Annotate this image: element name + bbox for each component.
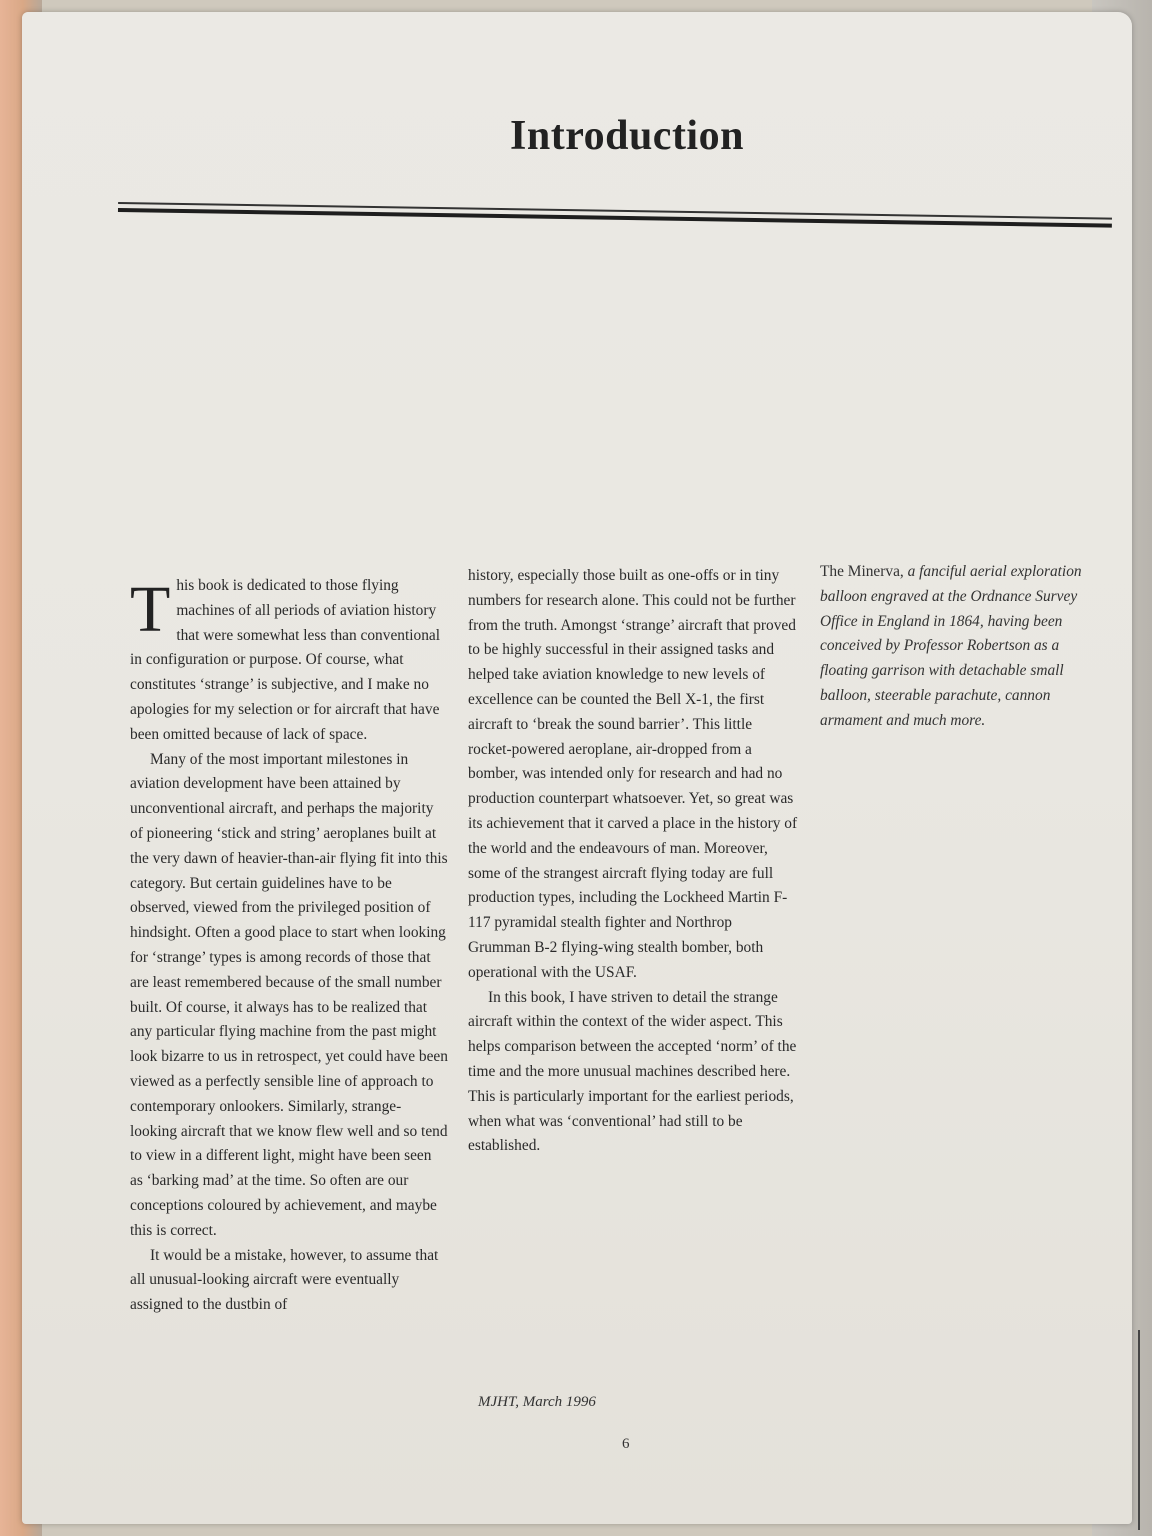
paragraph-1 — [130, 574, 448, 748]
page-title: Introduction — [510, 113, 744, 159]
title-divider — [118, 202, 1112, 232]
drop-cap: T — [130, 573, 171, 646]
paragraph-3: It would be a mistake, however, to assume that all unusual-looking aircraft were eventually assigned to the dustbin of — [130, 1246, 439, 1314]
text-column-1 — [130, 574, 448, 1318]
caption-subject: The Minerva, — [820, 563, 904, 580]
book-page — [22, 12, 1132, 1524]
text-column-2 — [468, 564, 798, 1159]
author-signature: MJHT, March 1996 — [478, 1394, 596, 1410]
facing-page-border — [1138, 1330, 1148, 1530]
image-caption — [820, 560, 1110, 734]
paragraph-2: Many of the most important milestones in aviation development have been attained by unconventional aircraft, and perhaps the majority of pioneering ‘stick and string’ aeroplanes built at the very dawn of heavier-than-air flying fit into this category. But certain guidelines have to be observed, viewed from the privileged position of hindsight. Often a good place to start when looking for ‘strange’ types is among records of those that are least remembered because of the small number built. Of course, it always has to be realized that any particular flying machine from the past might look bizarre to us in retrospect, yet could have been viewed as a perfectly sensible line of approach to contemporary onlookers. Similarly, strange-looking aircraft that we know flew well and so tend to view in a different light, might have been seen as ‘barking mad’ at the time. So often are our conceptions coloured by achievement, and maybe this is correct. — [130, 750, 448, 1239]
paragraph-1-text: his book is dedicated to those flying machines of all periods of aviation history that were somewhat less than conventional in configuration or purpose. Of course, what constitutes ‘strange’ is subjective, and I make no apologies for my selection or for aircraft that have been omitted because of lack of space. — [130, 577, 441, 743]
page-number: 6 — [622, 1436, 630, 1452]
paragraph-4: history, especially those built as one-offs or in tiny numbers for research alone. This could not be further from the truth. Amongst ‘strange’ aircraft that proved to be highly successful in their assigned tasks and helped take aviation knowledge to new levels of excellence can be counted the Bell X-1, the first aircraft to ‘break the sound barrier’. This little rocket-powered aeroplane, air-dropped from a bomber, was intended only for research and had no production counterpart whatsoever. Yet, so great was its achievement that it carved a place in the history of the world and the endeavours of man. Moreover, some of the strangest aircraft flying today are full production types, including the Lockheed Martin F-117 pyramidal stealth fighter and Northrop Grumman B-2 flying-wing stealth bomber, both operational with the USAF. — [468, 567, 798, 981]
paragraph-5: In this book, I have striven to detail the strange aircraft within the context of the wider aspect. This helps comparison between the accepted ‘norm’ of the time and the more unusual machines described here. This is particularly important for the earliest periods, when what was ‘conventional’ had still to be established. — [468, 988, 797, 1155]
caption-text: a fanciful aerial exploration balloon engraved at the Ordnance Survey Office in England in 1864, having been conceived by Professor Robertson as a floating garrison with detachable small balloon, steerable parachute, cannon armament and much more. — [820, 563, 1082, 729]
